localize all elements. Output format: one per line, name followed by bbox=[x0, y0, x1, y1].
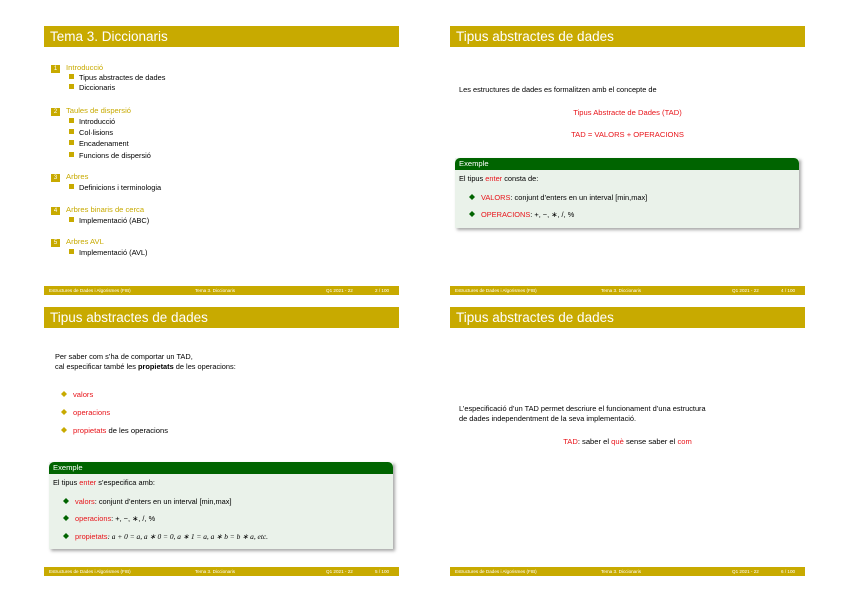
slide-outline bbox=[44, 26, 399, 295]
example-item-operations: operacions: +, −, ∗, /, % bbox=[63, 514, 155, 523]
bullet-operations: operacions bbox=[61, 408, 110, 418]
example-item-values: VALORS: conjunt d’enters en un interval [min,max] bbox=[469, 193, 647, 202]
subsection-item: Diccionaris bbox=[69, 83, 115, 92]
footer-term: Q1 2021 - 22 bbox=[326, 569, 353, 574]
subsection-item: Definicions i terminologia bbox=[69, 183, 161, 192]
tad-summary: TAD: saber el què sense saber el com bbox=[563, 437, 692, 446]
footer-page: 2 / 100 bbox=[375, 288, 390, 293]
diamond-bullet-icon bbox=[63, 533, 69, 539]
footer-term: Q1 2021 - 22 bbox=[326, 288, 353, 293]
subsection-item: Tipus abstractes de dades bbox=[69, 73, 165, 82]
bullet-values: valors bbox=[61, 390, 93, 400]
footer-course: Estructures de Dades i Algorismes (FIB) bbox=[455, 569, 537, 574]
section-title: Introducció bbox=[66, 63, 104, 72]
footer-topic: Tema 3. Diccionaris bbox=[195, 569, 236, 574]
square-bullet-icon bbox=[69, 184, 74, 189]
square-bullet-icon bbox=[69, 129, 74, 134]
section-5 bbox=[51, 237, 104, 247]
footer-course: Estructures de Dades i Algorismes (FIB) bbox=[49, 569, 131, 574]
section-1 bbox=[51, 63, 103, 73]
subsection-item: Implementació (AVL) bbox=[69, 248, 147, 257]
footer-page: 6 / 100 bbox=[781, 569, 796, 574]
section-4 bbox=[51, 205, 144, 215]
slide-footer bbox=[44, 286, 399, 295]
slide-tad-concept bbox=[450, 26, 805, 295]
square-bullet-icon bbox=[69, 249, 74, 254]
slide-title: Tipus abstractes de dades bbox=[450, 26, 805, 47]
intro-line-2: cal especificar també les propietats de les operacions: bbox=[55, 362, 236, 371]
section-title: Arbres binaris de cerca bbox=[66, 205, 145, 214]
slide-tad-specification bbox=[450, 307, 805, 576]
example-block bbox=[49, 462, 393, 549]
example-item-properties: propietats: a + 0 = a, a ∗ 0 = 0, a ∗ 1 = a, a ∗ b = b ∗ a, etc. bbox=[63, 532, 268, 541]
slide-tad-properties bbox=[44, 307, 399, 576]
section-2 bbox=[51, 106, 131, 116]
section-number: 2 bbox=[51, 108, 60, 116]
diamond-bullet-icon bbox=[469, 211, 475, 217]
subsection-item: Col·lisions bbox=[69, 128, 113, 137]
example-item-values: valors: conjunt d’enters en un interval [min,max] bbox=[63, 497, 232, 506]
subsection-item: Funcions de dispersió bbox=[69, 151, 151, 160]
footer-topic: Tema 3. Diccionaris bbox=[195, 288, 236, 293]
subsection-item: Encadenament bbox=[69, 139, 129, 148]
tad-formula: TAD = VALORS + OPERACIONS bbox=[571, 130, 684, 139]
footer-page: 5 / 100 bbox=[375, 569, 390, 574]
footer-course: Estructures de Dades i Algorismes (FIB) bbox=[455, 288, 537, 293]
section-number: 4 bbox=[51, 207, 60, 215]
slide-footer bbox=[44, 567, 399, 576]
footer-page: 4 / 100 bbox=[781, 288, 796, 293]
slide-title: Tipus abstractes de dades bbox=[450, 307, 805, 328]
example-intro: El tipus enter consta de: bbox=[459, 174, 539, 183]
section-3 bbox=[51, 172, 88, 182]
diamond-bullet-icon bbox=[61, 409, 67, 415]
bullet-properties: propietats de les operacions bbox=[61, 426, 168, 436]
paragraph-line-1: L’especificació d’un TAD permet descriure el funcionament d’una estructura bbox=[459, 404, 706, 413]
example-block bbox=[455, 158, 799, 228]
slide-title: Tipus abstractes de dades bbox=[44, 307, 399, 328]
intro-line-1: Per saber com s’ha de comportar un TAD, bbox=[55, 352, 193, 361]
footer-term: Q1 2021 - 22 bbox=[732, 288, 759, 293]
section-number: 3 bbox=[51, 174, 60, 182]
square-bullet-icon bbox=[69, 217, 74, 222]
subsection-item: Implementació (ABC) bbox=[69, 216, 149, 225]
example-item-operations: OPERACIONS: +, −, ∗, /, % bbox=[469, 210, 574, 219]
diamond-bullet-icon bbox=[61, 391, 67, 397]
example-block-title: Exemple bbox=[49, 462, 393, 474]
slide-footer bbox=[450, 567, 805, 576]
square-bullet-icon bbox=[69, 118, 74, 123]
slide-title: Tema 3. Diccionaris bbox=[44, 26, 399, 47]
tad-definition: Tipus Abstracte de Dades (TAD) bbox=[573, 108, 682, 117]
diamond-bullet-icon bbox=[469, 194, 475, 200]
section-title: Arbres bbox=[66, 172, 89, 181]
section-title: Arbres AVL bbox=[66, 237, 104, 246]
diamond-bullet-icon bbox=[63, 498, 69, 504]
square-bullet-icon bbox=[69, 152, 74, 157]
footer-term: Q1 2021 - 22 bbox=[732, 569, 759, 574]
square-bullet-icon bbox=[69, 84, 74, 89]
square-bullet-icon bbox=[69, 140, 74, 145]
diamond-bullet-icon bbox=[61, 427, 67, 433]
square-bullet-icon bbox=[69, 74, 74, 79]
section-number: 5 bbox=[51, 239, 60, 247]
footer-course: Estructures de Dades i Algorismes (FIB) bbox=[49, 288, 131, 293]
example-intro: El tipus enter s’especifica amb: bbox=[53, 478, 155, 487]
paragraph-line-2: de dades independentment de la seva implementació. bbox=[459, 414, 637, 423]
section-number: 1 bbox=[51, 65, 60, 73]
subsection-item: Introducció bbox=[69, 117, 115, 126]
slide-footer bbox=[450, 286, 805, 295]
section-title: Taules de dispersió bbox=[66, 106, 132, 115]
intro-text: Les estructures de dades es formalitzen amb el concepte de bbox=[459, 85, 657, 94]
footer-topic: Tema 3. Diccionaris bbox=[601, 288, 642, 293]
diamond-bullet-icon bbox=[63, 515, 69, 521]
example-block-title: Exemple bbox=[455, 158, 799, 170]
footer-topic: Tema 3. Diccionaris bbox=[601, 569, 642, 574]
